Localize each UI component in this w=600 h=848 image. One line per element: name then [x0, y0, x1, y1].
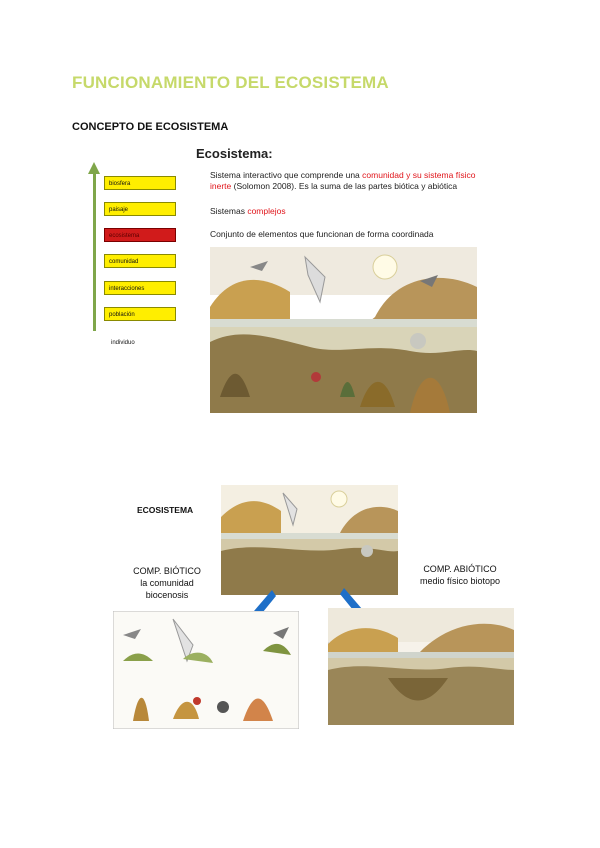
biotic-line-3: biocenosis [145, 590, 189, 600]
ecosystem-illustration [210, 247, 477, 413]
level-box-comunidad: comunidad [104, 254, 176, 268]
complex-prefix: Sistemas [210, 206, 248, 216]
definition-text [210, 170, 500, 192]
page-title: FUNCIONAMIENTO DEL ECOSISTEMA [72, 73, 389, 92]
definition-highlight-2: inerte [210, 181, 232, 191]
biotic-line-1: COMP. BIÓTICO [133, 566, 201, 576]
level-box-ecosistema: ecosistema [104, 228, 176, 242]
abiotic-line-2: medio físico biotopo [419, 576, 501, 586]
definition-highlight-1: comunidad y su sistema físico [362, 170, 476, 180]
abiotic-line-1: COMP. ABIÓTICO [423, 564, 497, 574]
complex-systems-text [210, 206, 500, 217]
biotic-illustration [113, 611, 299, 729]
hierarchy-arrow-shaft [93, 173, 96, 331]
biotic-component-label [112, 565, 222, 601]
definition-line2: (Solomon 2008). Es la suma de las partes biótica y abiótica [231, 181, 458, 191]
ecosistema-label: ECOSISTEMA [137, 505, 194, 515]
level-box-paisaje: paisaje [104, 202, 176, 216]
section-heading: CONCEPTO DE ECOSISTEMA [72, 121, 229, 133]
definition-line1: Sistema interactivo que comprende una [210, 170, 363, 180]
individuo-label: individuo [111, 340, 135, 346]
level-box-biosfera: biosfera [104, 176, 176, 190]
level-box-poblacion: población [104, 307, 176, 321]
abiotic-illustration [328, 608, 514, 725]
complex-highlight: complejos [247, 206, 286, 216]
abiotic-component-label [405, 563, 515, 587]
coordinated-elements-text: Conjunto de elementos que funcionan de forma coordinada [210, 229, 434, 239]
biotic-line-2: la comunidad [140, 578, 194, 588]
level-box-interacciones: interacciones [104, 281, 176, 295]
definition-heading: Ecosistema: [196, 146, 273, 161]
ecosystem-small-illustration [221, 485, 398, 595]
